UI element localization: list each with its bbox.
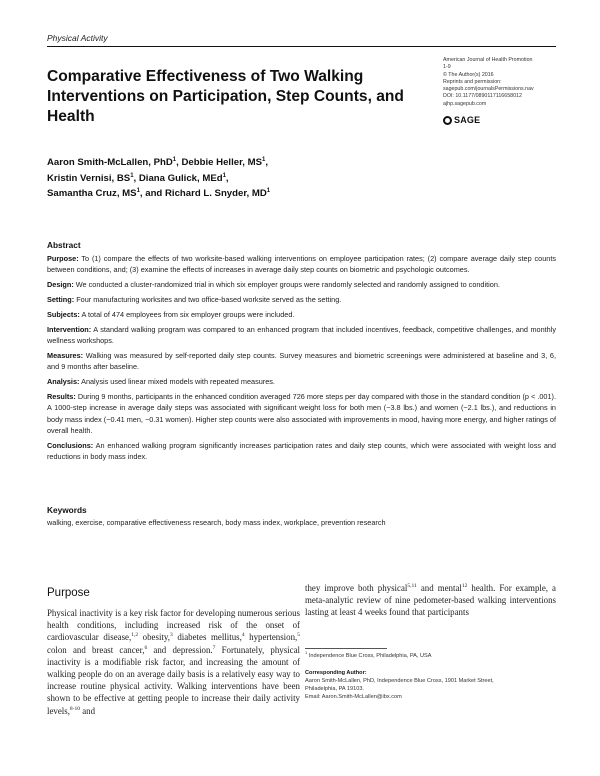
author-affiliation-marker: 1 (136, 188, 140, 194)
body-text-run: Physical inactivity is a key risk factor for developing numerous serious health conditions, including increased risk of the onset of cardiovascular disease, (47, 608, 300, 643)
journal-name: American Journal of Health Promotion (443, 57, 533, 63)
corresponding-author-heading: Corresponding Author: (305, 670, 367, 676)
publisher-name: SAGE (454, 115, 481, 125)
body-text-run: obesity, (138, 632, 170, 643)
author-name: Samantha Cruz, MS (47, 188, 137, 199)
affiliation-text: Independence Blue Cross, Philadelphia, PA, USA (307, 653, 432, 659)
author-separator: , (265, 157, 269, 168)
abstract-section-text: During 9 months, participants in the enhanced condition averaged 726 more steps per day compared with those in the standard condition (p < .001). A 1000-step increase in average daily steps was associated with significant weight loss for both men (−3.8 lbs.) and women (−2.1 lbs.), and reductions in body mass index (−0.41 men, −0.31 women). Higher step counts were also associated with improvements in mood, having more energy, and higher ratings of overall health. (47, 392, 556, 436)
abstract-section (47, 294, 556, 305)
author-affiliation-marker: 1 (222, 172, 226, 179)
abstract-section (47, 279, 556, 290)
body-text-run: and (80, 705, 96, 716)
author-affiliation-marker: 1 (130, 172, 134, 179)
author-name: Debbie Heller, MS (181, 157, 262, 168)
author-name: Diana Gulick, MEd (138, 172, 223, 184)
abstract-section-label: Analysis: (47, 377, 80, 387)
author-affiliation-marker: 1 (266, 188, 271, 194)
body-text-run: health. For example, a meta-analytic review of nine pedometer-based walking interventions lasting at least 4 weeks found that participants (305, 583, 556, 618)
body-text-run: hypertension, (244, 632, 298, 643)
abstract-section-label: Results: (47, 392, 76, 402)
author-separator: , and (139, 188, 165, 199)
abstract-section (47, 440, 556, 463)
abstract-section (47, 350, 556, 373)
abstract-section-text: To (1) compare the effects of two worksite-based walking interventions on employee participation rates; (2) compare average daily step counts between conditions, and; (3) examine the effects of increases in average daily step counts on biometric and psychologic outcomes. (47, 254, 556, 275)
journal-pages: 1-9 (443, 64, 451, 71)
abstract-section-text: A total of 474 employees from six employer groups were included. (79, 309, 295, 319)
affiliation-marker: 1 (305, 650, 308, 655)
abstract-section-label: Purpose: (47, 254, 79, 263)
abstract-section (47, 253, 556, 276)
citation-ref[interactable]: 3 (169, 632, 173, 639)
footnote-rule (305, 648, 387, 649)
keywords-heading: Keywords (47, 505, 87, 515)
author-name: Richard L. Snyder, MD (164, 188, 267, 199)
corresponding-author-email[interactable]: Email: Aaron.Smith-McLallen@ibx.com (305, 694, 402, 700)
publisher-logo (443, 115, 480, 125)
abstract-section-label: Measures: (47, 351, 84, 361)
body-text-run: and depression. (147, 644, 213, 655)
body-text-run: and mental (416, 583, 462, 593)
abstract-section (47, 391, 556, 436)
body-text-run: Fortunately, physical inactivity is a modifiable risk factor, and increasing the amount of walking people do on an average daily basis is a relatively easy way to increase routine physical activity. Walking interventions have been shown to be effective at getting people to increase their daily activity levels, (47, 644, 300, 716)
footnotes (305, 652, 556, 701)
reprints-link[interactable]: sagepub.com/journalsPermissions.nav (443, 86, 534, 93)
body-text-run: diabetes mellitus, (172, 632, 242, 643)
author-list (47, 155, 427, 202)
citation-ref[interactable]: 4 (241, 632, 245, 639)
journal-site-link[interactable]: ajhp.sagepub.com (443, 100, 487, 107)
abstract-section-label: Conclusions: (47, 440, 94, 450)
abstract-section-text: Four manufacturing worksites and two office-based worksite served as the setting. (74, 295, 342, 305)
corresponding-author-line2: Philadelphia, PA 19103. (305, 686, 364, 692)
abstract-section (47, 376, 556, 387)
abstract-section-text: Analysis used linear mixed models with repeated measures. (79, 377, 275, 387)
body-paragraph-right (305, 582, 556, 619)
abstract-section-label: Design: (47, 280, 74, 290)
section-label: Physical Activity (47, 33, 108, 43)
abstract-section-label: Intervention: (47, 324, 92, 334)
sage-logo-icon (443, 116, 452, 125)
abstract-section-label: Subjects: (47, 309, 80, 319)
abstract-section (47, 324, 556, 347)
abstract-section-text: An enhanced walking program significantly increases participation rates and daily step counts, which were associated with weight loss and reductions in body mass index. (47, 440, 556, 462)
copyright: © The Author(s) 2016 (443, 71, 494, 78)
header-rule (47, 46, 556, 47)
article-title: Comparative Effectiveness of Two Walking Interventions on Participation, Step Counts, and Health (47, 68, 404, 125)
body-text-run: they improve both physical (305, 583, 408, 593)
corresponding-author-line1: Aaron Smith-McLallen, PhD, Independence Blue Cross, 1901 Market Street, (305, 678, 494, 684)
abstract-section-text: We conducted a cluster-randomized trial in which six employer groups were randomly selected and randomly assigned to condition. (73, 280, 500, 290)
citation-ref[interactable]: 6 (144, 644, 148, 651)
body-paragraph-left (47, 607, 300, 717)
author-separator: , (176, 157, 182, 168)
body-column-right (305, 582, 556, 619)
body-text-run: colon and breast cancer, (47, 644, 145, 655)
citation-ref[interactable]: 8-10 (69, 705, 81, 712)
abstract-body (47, 253, 556, 466)
citation-ref[interactable]: 1,2 (131, 632, 139, 639)
abstract-heading: Abstract (47, 240, 81, 250)
abstract-section-text: A standard walking program was compared to an enhanced program that included incentives, feedback, competitive challenges, and monthly wellness workshops. (47, 324, 556, 346)
author-affiliation-marker: 1 (172, 157, 177, 163)
journal-meta (443, 57, 583, 108)
abstract-section (47, 309, 556, 320)
citation-ref[interactable]: 7 (212, 644, 216, 651)
author-separator: , (133, 172, 139, 184)
abstract-section-text: Walking was measured by self-reported daily step counts. Survey measures and biometric screenings were administered at baseline and 3, 6, and 9 months after baseline. (47, 351, 556, 372)
doi[interactable]: DOI: 10.1177/0890117116658012 (443, 93, 522, 100)
body-column-left (47, 587, 300, 717)
abstract-section-label: Setting: (47, 295, 75, 305)
purpose-heading: Purpose (47, 587, 90, 599)
reprints-label: Reprints and permission: (443, 78, 502, 85)
author-name: Kristin Vernisi, BS (47, 172, 131, 184)
author-name: Aaron Smith-McLallen, PhD (47, 157, 173, 168)
citation-ref[interactable]: 12 (461, 583, 468, 589)
affiliation-note (305, 652, 556, 660)
citation-ref[interactable]: 5,11 (407, 583, 417, 589)
keywords-text: walking, exercise, comparative effectiveness research, body mass index, workplace, prevention research (47, 518, 386, 527)
author-separator: , (225, 172, 229, 184)
citation-ref[interactable]: 5 (297, 632, 300, 639)
author-affiliation-marker: 1 (262, 157, 266, 163)
